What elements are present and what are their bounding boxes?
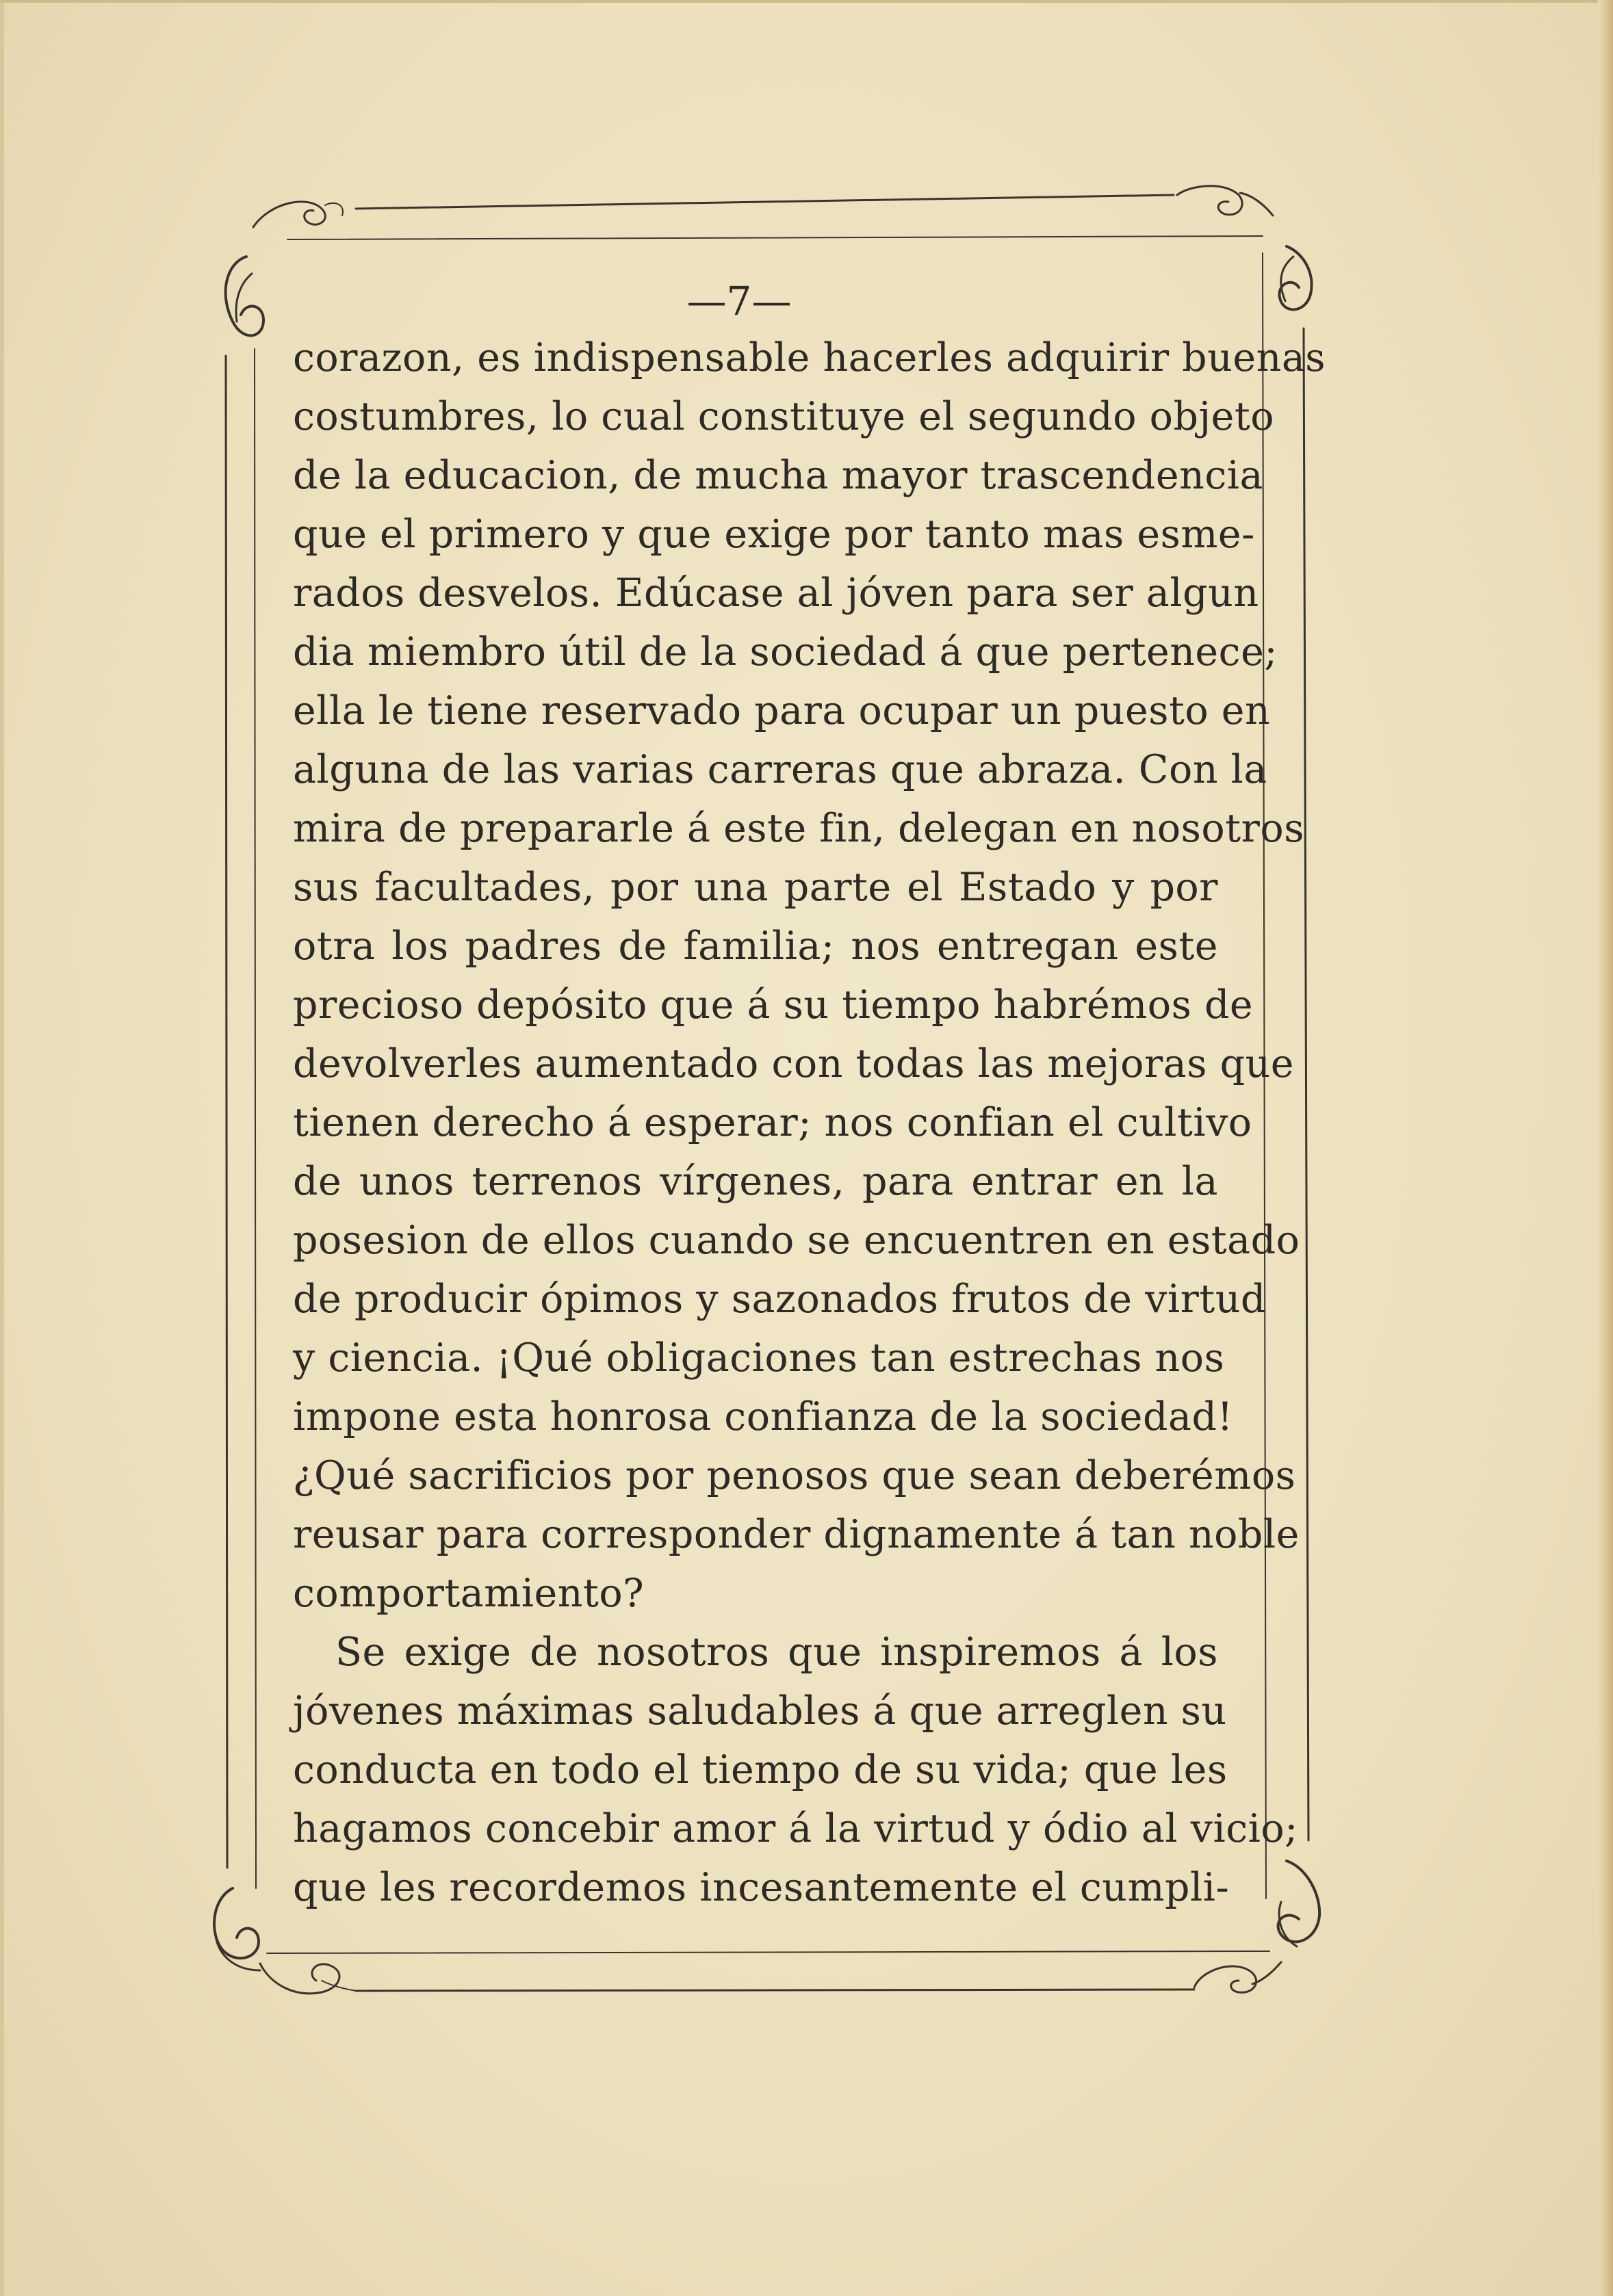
text-line: de la educacion, de mucha mayor trascendencia xyxy=(293,453,1263,498)
text-line: de producir ópimos y sazonados frutos de virtud xyxy=(293,1277,1266,1322)
text-line: sus facultades, por una parte el Estado y por xyxy=(293,865,1218,910)
text-line: ¿Qué sacrificios por penosos que sean deberémos xyxy=(293,1453,1296,1498)
text-line: Se exige de nosotros que inspiremos á los xyxy=(335,1630,1218,1675)
text-line: que el primero y que exige por tanto mas esme- xyxy=(293,512,1255,557)
text-line: tienen derecho á esperar; nos confian el cultivo xyxy=(293,1100,1252,1145)
text-line: posesion de ellos cuando se encuentren en estado xyxy=(293,1218,1300,1263)
text-line: y ciencia. ¡Qué obligaciones tan estrechas nos xyxy=(293,1335,1225,1381)
text-line: que les recordemos incesantemente el cumpli- xyxy=(293,1865,1230,1910)
text-line: ella le tiene reservado para ocupar un puesto en xyxy=(293,688,1271,733)
text-line: precioso depósito que á su tiempo habrémos de xyxy=(293,982,1254,1028)
text-line: dia miembro útil de la sociedad á que pertenece; xyxy=(293,629,1278,675)
text-line: rados desvelos. Edúcase al jóven para ser algun xyxy=(293,571,1259,616)
text-line: impone esta honrosa confianza de la sociedad! xyxy=(293,1394,1233,1439)
page-number: —7— xyxy=(686,278,792,324)
text-line: corazon, es indispensable hacerles adquirir buenas xyxy=(293,335,1326,380)
text-line: otra los padres de familia; nos entregan este xyxy=(293,924,1218,969)
text-line: mira de prepararle á este fin, delegan en nosotros xyxy=(293,806,1304,851)
text-line: de unos terrenos vírgenes, para entrar en la xyxy=(293,1159,1218,1204)
text-line: comportamiento? xyxy=(293,1571,645,1616)
text-line: costumbres, lo cual constituye el segundo objeto xyxy=(293,394,1275,439)
text-line: reusar para corresponder dignamente á tan noble xyxy=(293,1512,1300,1557)
text-line: devolverles aumentado con todas las mejoras que xyxy=(293,1041,1295,1086)
text-line: jóvenes máximas saludables á que arreglen su xyxy=(293,1688,1227,1734)
text-line: hagamos concebir amor á la virtud y ódio al vicio; xyxy=(293,1806,1298,1851)
text-line: alguna de las varias carreras que abraza. Con la xyxy=(293,747,1267,792)
body-text xyxy=(293,328,1326,1917)
text-line: conducta en todo el tiempo de su vida; que les xyxy=(293,1747,1228,1792)
